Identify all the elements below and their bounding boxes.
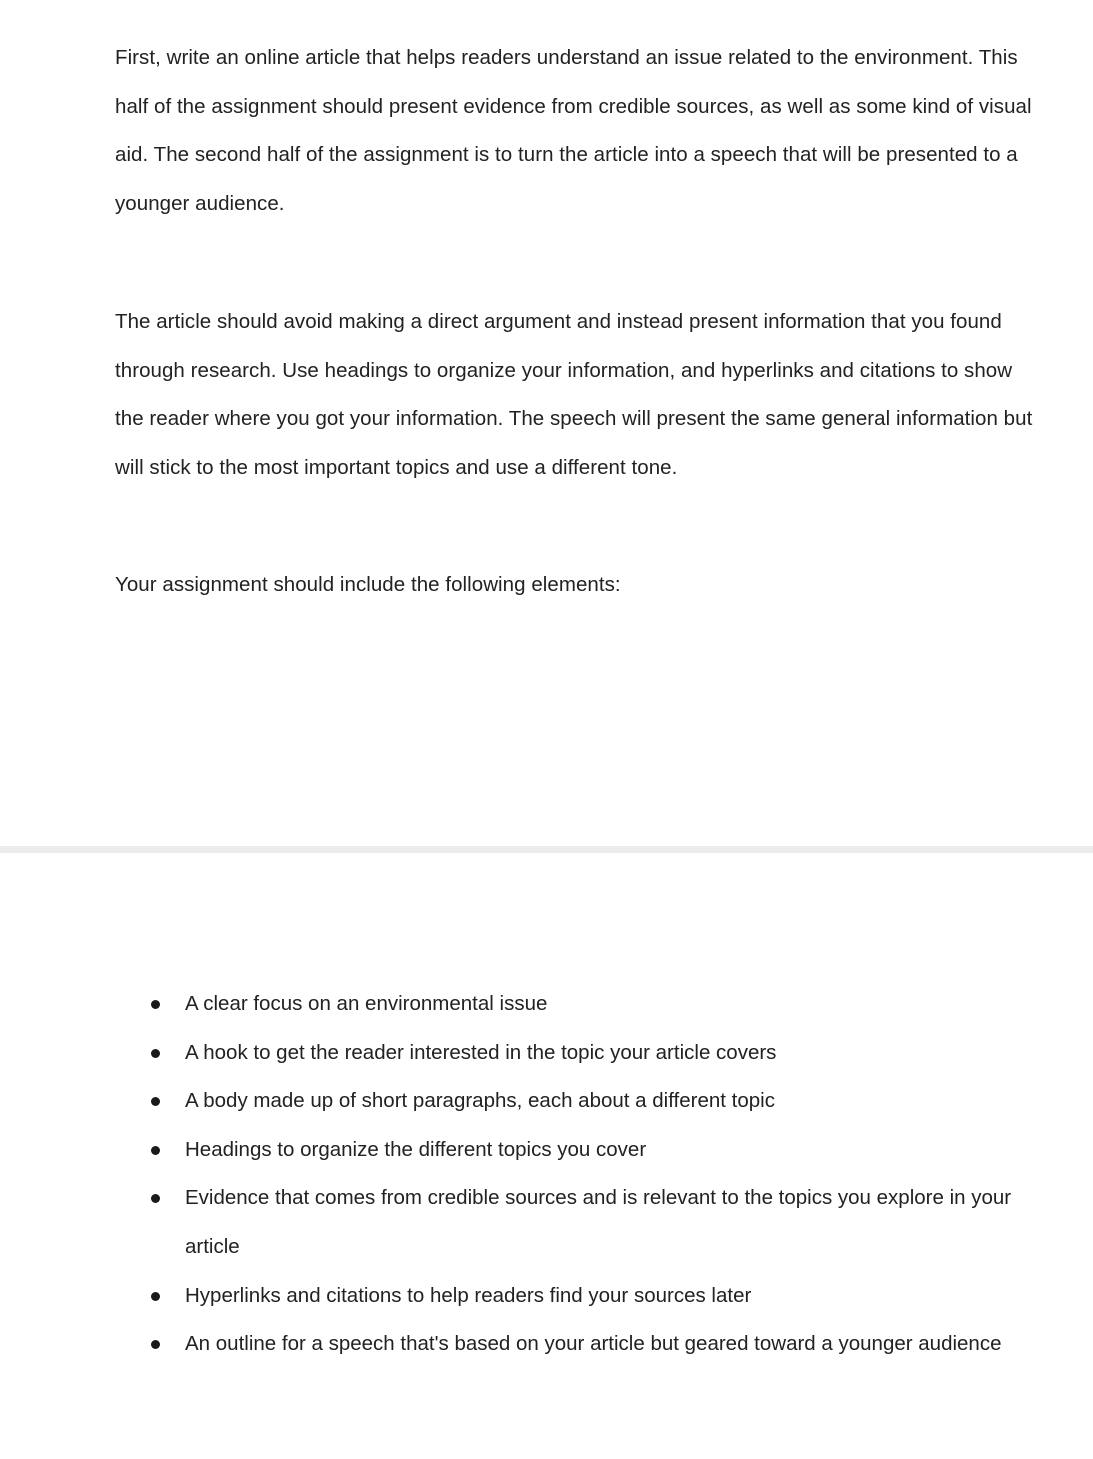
bullet-icon <box>151 1194 160 1203</box>
bullet-icon <box>151 1292 160 1301</box>
bullet-icon <box>151 1000 160 1009</box>
bullet-icon <box>151 1049 160 1058</box>
list-item-text: Hyperlinks and citations to help readers find your sources later <box>185 1283 752 1307</box>
page-break-divider <box>0 846 1093 853</box>
bullet-icon <box>151 1340 160 1349</box>
bullet-icon <box>151 1146 160 1155</box>
list-item <box>0 1320 1015 1369</box>
list-item-text: Headings to organize the different topics you cover <box>185 1137 647 1161</box>
bullet-icon <box>151 1097 160 1106</box>
list-item <box>0 1272 1015 1321</box>
document-page-2 <box>0 853 1093 1459</box>
list-item-text: An outline for a speech that's based on your article but geared toward a younger audience <box>185 1332 1002 1356</box>
list-item-text: A body made up of short paragraphs, each about a different topic <box>185 1089 775 1113</box>
list-item-text: Evidence that comes from credible sources and is relevant to the topics you explore in your article <box>185 1186 1012 1258</box>
list-item <box>0 1174 1015 1271</box>
elements-lead-in: Your assignment should include the following elements: <box>115 573 621 596</box>
intro-paragraph: First, write an online article that helps readers understand an issue related to the environment. This half of the assignment should present evidence from credible sources, as well as some kind of visual aid. The second half of the assignment is to turn the article into a speech that will be presented to a younger audience. <box>115 46 1032 215</box>
list-item-text: A clear focus on an environmental issue <box>185 992 548 1015</box>
list-item <box>0 1077 1015 1126</box>
research-paragraph: The article should avoid making a direct argument and instead present information that you found through research. Use headings to organize your information, and hyperlinks and citations to show the reader where you got your information. The speech will present the same general information but will stick to the most important topics and use a different tone. <box>115 310 1033 479</box>
list-item <box>0 1126 1015 1175</box>
list-item-text: A hook to get the reader interested in the topic your article covers <box>185 1040 777 1064</box>
requirements-list <box>0 980 1093 1369</box>
list-item <box>0 1029 1015 1078</box>
list-item <box>0 980 1015 1029</box>
